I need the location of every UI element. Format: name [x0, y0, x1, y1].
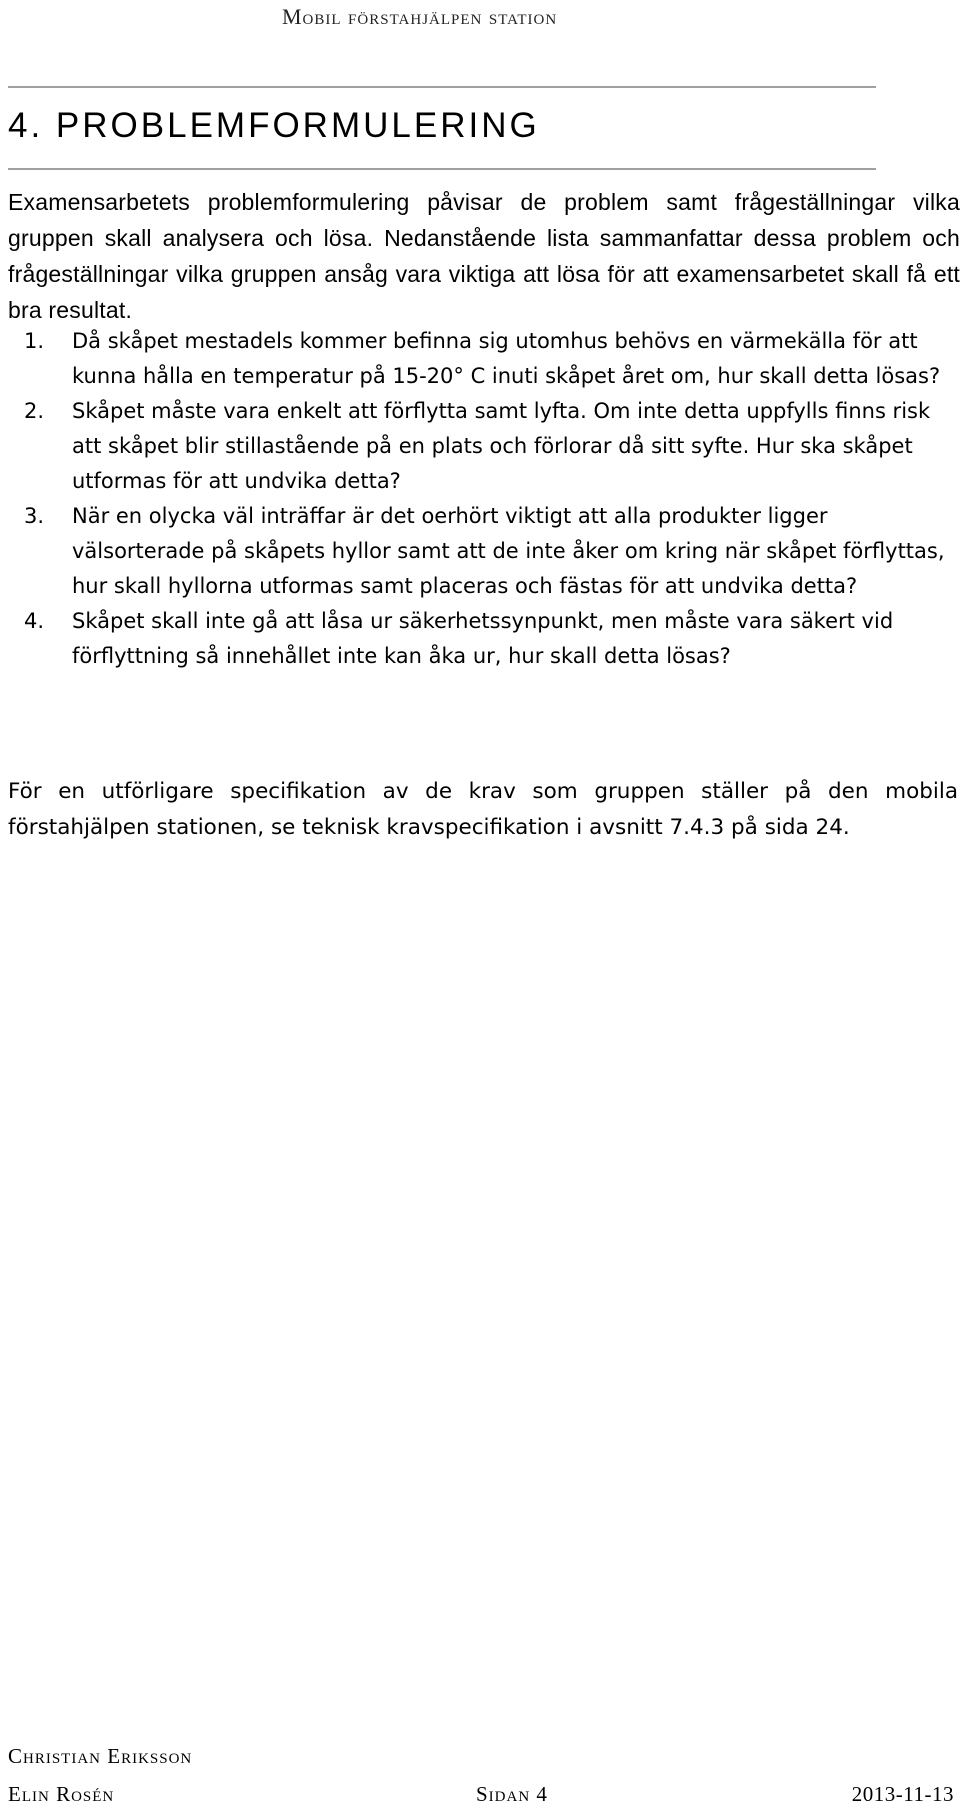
problem-list [24, 324, 954, 674]
list-item [24, 324, 954, 394]
section-heading: 4. PROBLEMFORMULERING [8, 106, 540, 145]
footer-date: 2013-11-13 [851, 1782, 954, 1806]
running-header-title: Mobil förstahjälpen station [282, 4, 558, 29]
footer-author-2: Elin Rosén [8, 1782, 115, 1806]
list-item-number: 3. [24, 504, 45, 528]
header-divider-top [8, 86, 876, 88]
list-item-text: Skåpet skall inte gå att låsa ur säkerhetssynpunkt, men måste vara säkert vid förflyttning så innehållet inte kan åka ur, hur skall detta lösas? [72, 609, 894, 668]
footer-page-number: Sidan 4 [476, 1782, 548, 1806]
list-item-number: 2. [24, 399, 45, 423]
intro-paragraph: Examensarbetets problemformulering påvisar de problem samt frågeställningar vilka gruppen skall analysera och lösa. Nedanstående lista sammanfattar dessa problem och frågeställningar vilka gruppen ansåg vara viktiga att lösa för att examensarbetet skall få ett bra resultat. [8, 189, 960, 323]
list-item-text: Då skåpet mestadels kommer befinna sig utomhus behövs en värmekälla för att kunna hålla en temperatur på 15-20° C inuti skåpet året om, hur skall detta lösas? [72, 329, 941, 388]
list-item-text: Skåpet måste vara enkelt att förflytta samt lyfta. Om inte detta uppfylls finns risk att skåpet blir stillastående på en plats och förlorar då sitt syfte. Hur ska skåpet utformas för att undvika detta? [72, 399, 931, 493]
list-item-number: 4. [24, 609, 45, 633]
list-item [24, 499, 954, 604]
footer-author-1: Christian Eriksson [8, 1744, 193, 1768]
list-item-number: 1. [24, 329, 45, 353]
list-item [24, 604, 954, 674]
header-divider-bottom [8, 168, 876, 170]
list-item-text: När en olycka väl inträffar är det oerhört viktigt att alla produkter ligger välsorterade på skåpets hyllor samt att de inte åker om kring när skåpet förflyttas, hur skall hyllorna utformas samt placeras och fästas för att undvika detta? [72, 504, 945, 598]
closing-paragraph: För en utförligare specifikation av de krav som gruppen ställer på den mobila förstahjälpen stationen, se teknisk kravspecifikation i avsnitt 7.4.3 på sida 24. [8, 779, 958, 840]
list-item [24, 394, 954, 499]
